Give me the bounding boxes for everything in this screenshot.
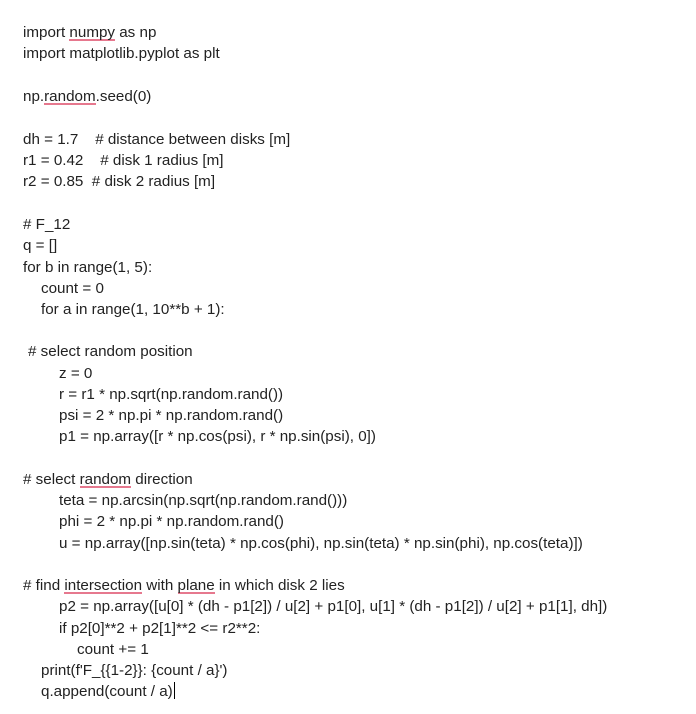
- code-line[interactable]: [28, 342, 193, 362]
- code-text: z = 0: [59, 365, 93, 382]
- code-line[interactable]: [77, 640, 149, 660]
- code-text: .seed(0): [95, 88, 152, 105]
- code-text: p1 = np.array([r * np.cos(psi), r * np.sin(psi), 0]): [59, 428, 376, 445]
- code-line[interactable]: [59, 385, 283, 405]
- spellcheck-word: random: [79, 471, 132, 488]
- code-text: # F_12: [23, 216, 71, 233]
- code-text: teta = np.arcsin(np.sqrt(np.random.rand())): [59, 492, 348, 509]
- code-line[interactable]: [59, 619, 260, 639]
- code-text: phi = 2 * np.pi * np.random.rand(): [59, 513, 284, 530]
- code-text: r1 = 0.42 # disk 1 radius [m]: [23, 152, 224, 169]
- code-text: dh = 1.7 # distance between disks [m]: [23, 131, 291, 148]
- code-line[interactable]: [23, 215, 70, 235]
- code-line[interactable]: [41, 661, 228, 681]
- code-line[interactable]: [23, 172, 215, 192]
- code-line[interactable]: [23, 130, 290, 150]
- code-line[interactable]: [59, 534, 583, 554]
- code-text: in which disk 2 lies: [214, 577, 345, 594]
- code-line[interactable]: [41, 279, 104, 299]
- code-text: q.append(count / a): [41, 683, 173, 700]
- code-line[interactable]: [59, 427, 376, 447]
- spellcheck-word: plane: [177, 577, 215, 594]
- code-text: import matplotlib.pyplot as plt: [23, 45, 220, 62]
- code-text: # find: [23, 577, 65, 594]
- code-text: if p2[0]**2 + p2[1]**2 <= r2**2:: [59, 620, 261, 637]
- code-text: for a in range(1, 10**b + 1):: [41, 301, 225, 318]
- code-line[interactable]: [59, 512, 284, 532]
- code-text: as np: [115, 24, 157, 41]
- code-line[interactable]: [23, 44, 220, 64]
- spellcheck-word: intersection: [64, 577, 143, 594]
- code-text: direction: [131, 471, 193, 488]
- code-text: # select: [23, 471, 80, 488]
- code-line[interactable]: [59, 406, 283, 426]
- code-line[interactable]: [23, 576, 345, 596]
- code-line[interactable]: [41, 300, 225, 320]
- code-text: r = r1 * np.sqrt(np.random.rand()): [59, 386, 284, 403]
- code-text: psi = 2 * np.pi * np.random.rand(): [59, 407, 284, 424]
- code-text: np.: [23, 88, 45, 105]
- code-text: count += 1: [77, 641, 149, 658]
- code-line[interactable]: [23, 23, 156, 43]
- code-text: for b in range(1, 5):: [23, 259, 153, 276]
- code-text: u = np.array([np.sin(teta) * np.cos(phi), np.sin(teta) * np.sin(phi), np.cos(teta)]): [59, 535, 583, 552]
- code-line[interactable]: [59, 491, 347, 511]
- code-text: import: [23, 24, 70, 41]
- code-line[interactable]: [59, 364, 92, 384]
- code-text: count = 0: [41, 280, 104, 297]
- code-text: print(f'F_{{1-2}}: {count / a}'): [41, 662, 228, 679]
- code-line[interactable]: [59, 597, 607, 617]
- spellcheck-word: random: [44, 88, 96, 105]
- code-text: p2 = np.array([u[0] * (dh - p1[2]) / u[2] + p1[0], u[1] * (dh - p1[2]) / u[2] + p1[1], dh]): [59, 598, 608, 615]
- code-line[interactable]: [23, 470, 193, 490]
- code-line[interactable]: [23, 236, 57, 256]
- spellcheck-word: numpy: [69, 24, 116, 41]
- code-line[interactable]: [41, 682, 175, 702]
- code-text: r2 = 0.85 # disk 2 radius [m]: [23, 173, 216, 190]
- code-line[interactable]: [23, 151, 224, 171]
- code-text: with: [142, 577, 178, 594]
- text-cursor: [174, 682, 176, 699]
- code-line[interactable]: [23, 87, 151, 107]
- code-text: # select random position: [28, 343, 193, 360]
- code-line[interactable]: [23, 258, 152, 278]
- code-text: q = []: [23, 237, 58, 254]
